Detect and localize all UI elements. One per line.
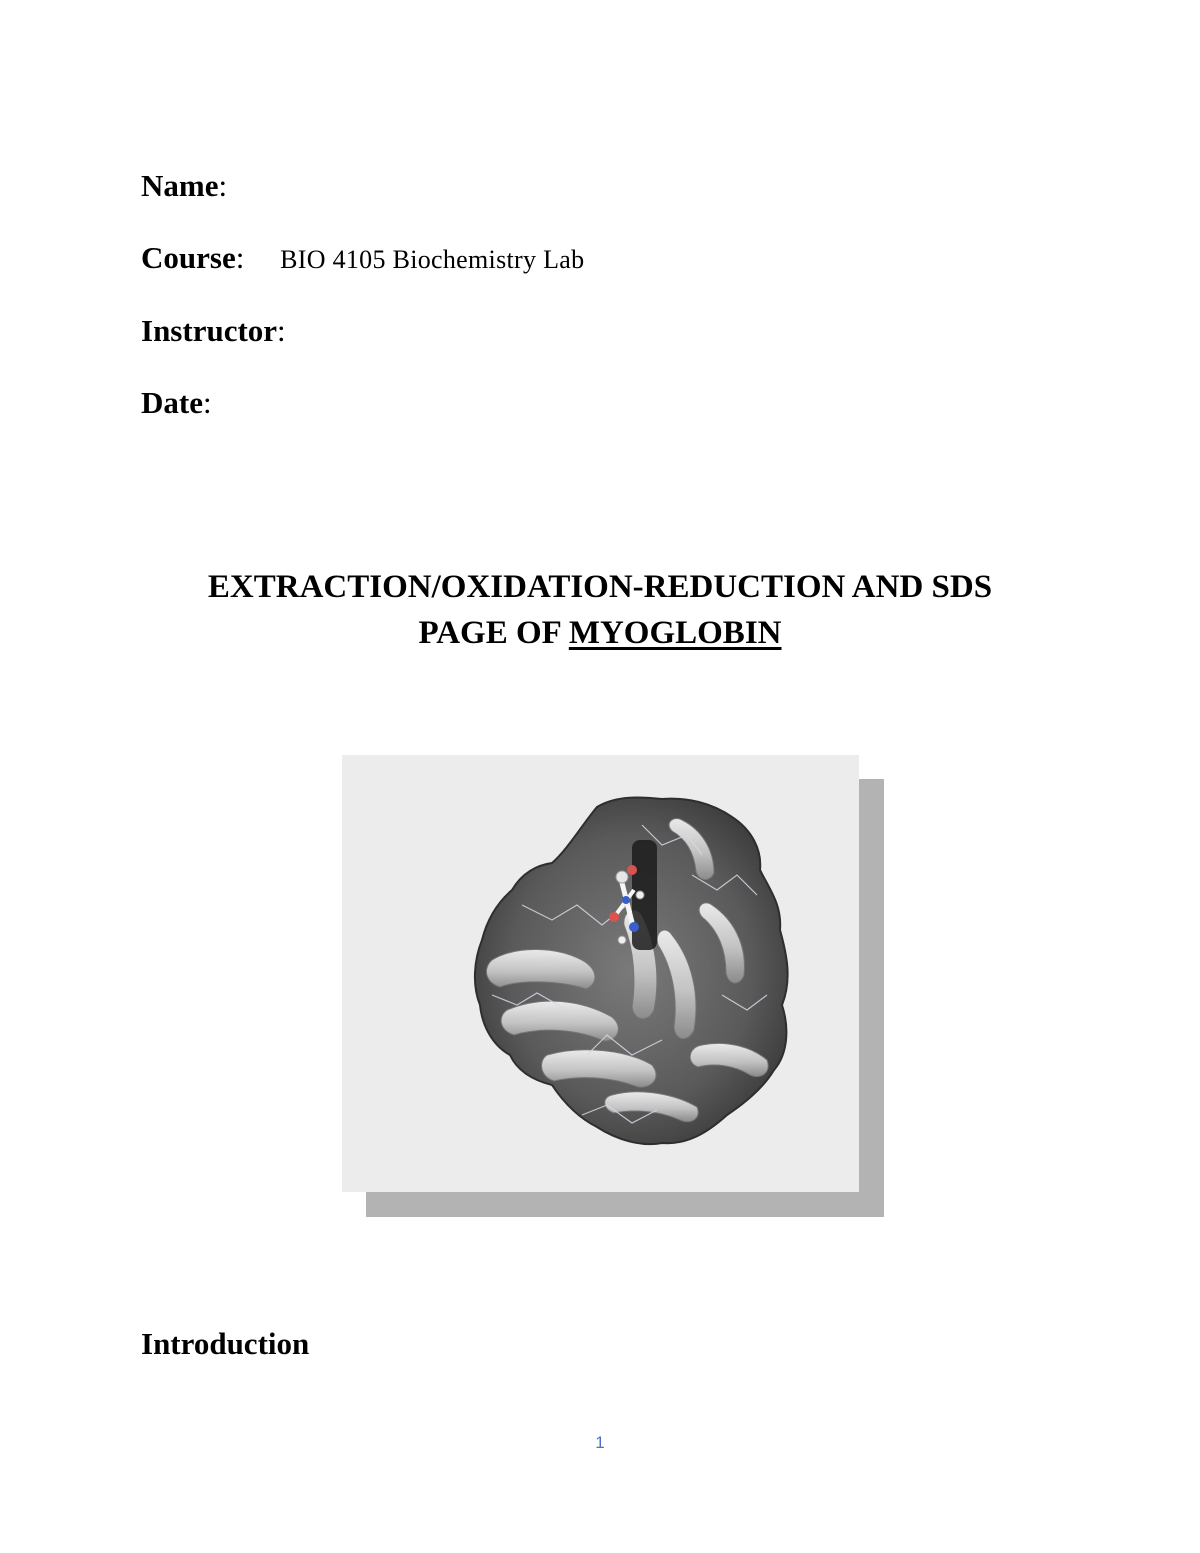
course-colon: : [235,240,245,275]
title-line-2-underlined: MYOGLOBIN [568,615,782,651]
date-label: Date [141,385,203,420]
page-number: 1 [595,1433,605,1452]
instructor-colon: : [277,313,286,348]
title-line-1: EXTRACTION/OXIDATION-REDUCTION AND SDS [207,569,993,605]
name-field [141,166,255,208]
document-title [0,564,1200,656]
protein-illustration [342,755,859,1192]
name-label: Name [141,168,219,203]
name-colon: : [218,168,228,203]
date-colon: : [202,385,212,420]
course-label: Course [141,240,236,275]
title-line-2-prefix: PAGE OF [418,615,569,651]
instructor-label: Instructor [141,313,278,348]
course-field [141,238,584,280]
section-heading-introduction: Introduction [141,1326,310,1361]
instructor-field [141,311,314,353]
title-line-2 [0,610,1200,656]
date-field [141,383,240,425]
myoglobin-structure-image [342,755,859,1192]
course-value: BIO 4105 Biochemistry Lab [280,245,585,274]
